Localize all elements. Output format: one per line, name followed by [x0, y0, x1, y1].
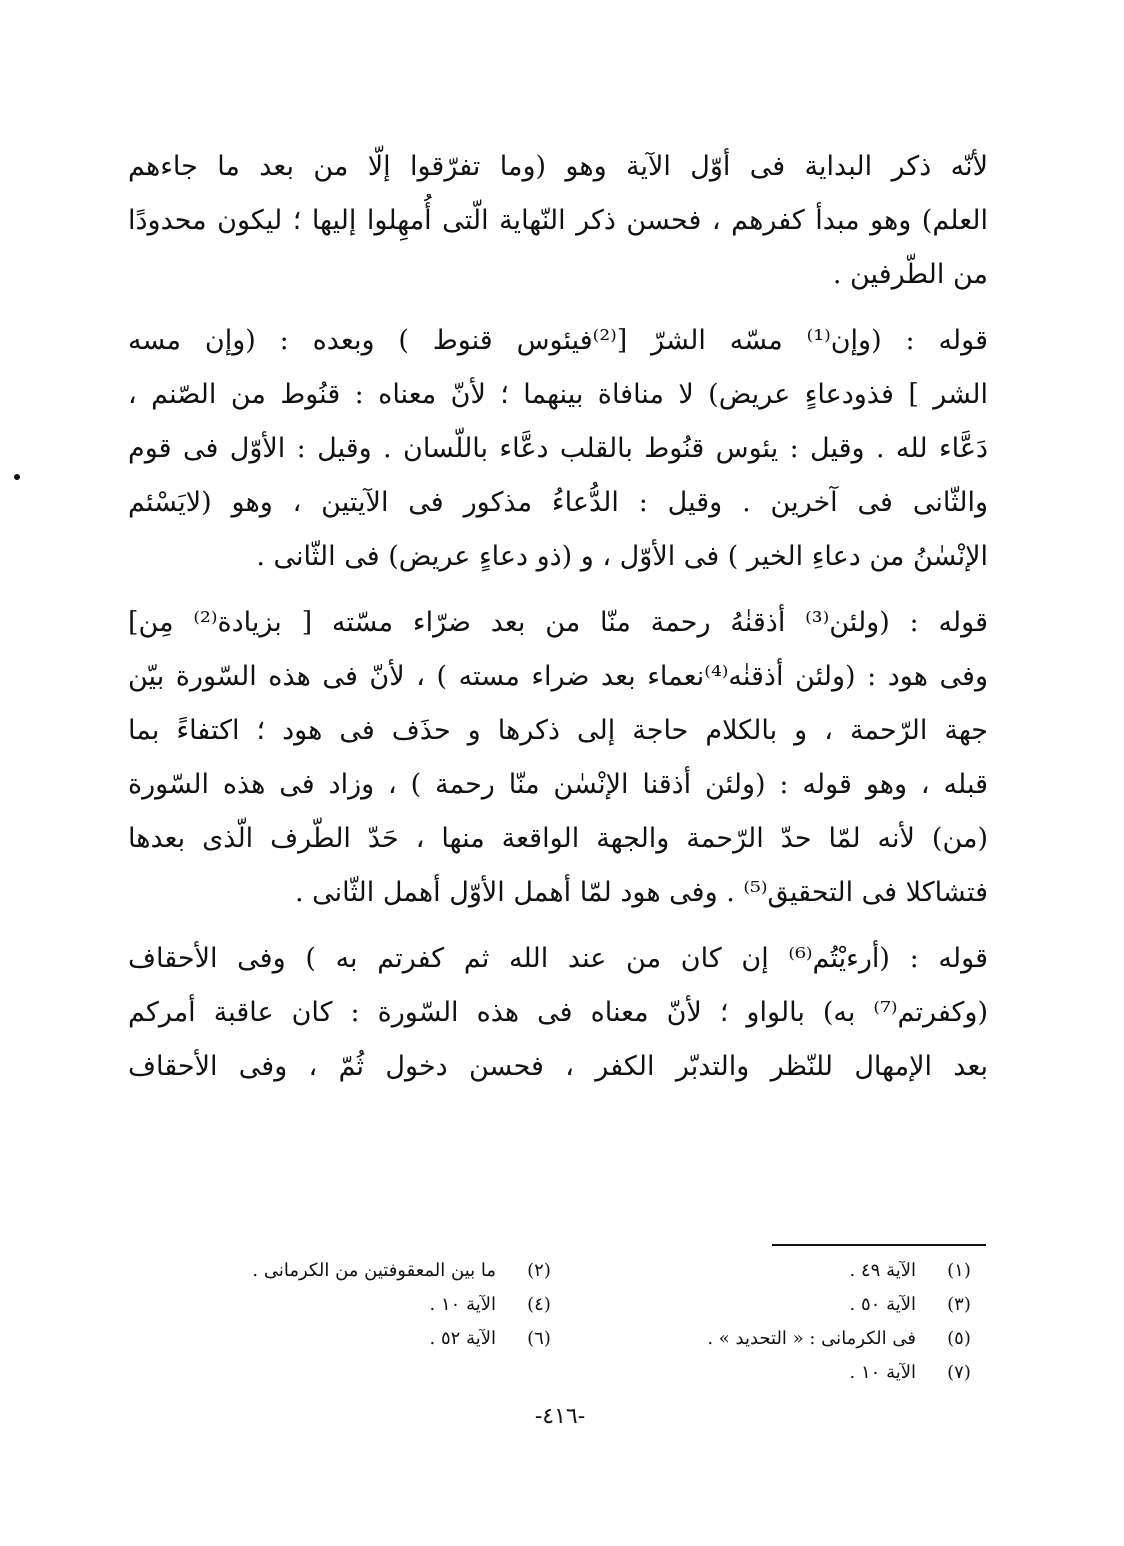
- footnote: [570, 1322, 990, 1356]
- footnote-separator: [772, 1244, 986, 1246]
- text-line: جهة الرّحمة ، و بالكلام حاجة إلى ذكرها و حذَف فى هود ؛ اكتفاءً بما: [128, 715, 988, 746]
- footnote-text: الآية ٥٢ .: [429, 1328, 496, 1349]
- footnotes: [150, 1254, 990, 1390]
- footnote-text: الآية ١٠ .: [849, 1362, 916, 1383]
- footnote: [570, 1288, 990, 1322]
- footnote-number: (٣): [947, 1294, 971, 1315]
- footnote-number: (١): [947, 1260, 971, 1281]
- text-line: من الطّرفين .: [832, 259, 988, 290]
- text-line: بعد الإمهال للنّظر والتدبّر الكفر ، فحسن دخول ثُمّ ، وفى الأحقاف: [128, 1051, 988, 1082]
- footnote-number: (٦): [527, 1328, 551, 1349]
- footnote: [570, 1254, 990, 1288]
- text-line: فتشاكلا فى التحقيق⁽⁵⁾ . وفى هود لمّا أهمل الأوّل أهمل الثّانى .: [294, 877, 988, 908]
- text-line: (من) لأنه لمّا حدّ الرّحمة والجهة الواقعة منها ، حَدّ الطّرف الّذى بعدها: [128, 823, 988, 854]
- text-line: والثّانى فى آخرين . وقيل : الدُّعاءُ مذكور فى الآيتين ، وهو (لايَسْئم: [128, 487, 988, 518]
- footnote-number: (٤): [527, 1294, 551, 1315]
- footnote-text: ما بين المعقوفتين من الكرمانى .: [252, 1260, 496, 1281]
- footnote-number: (٥): [947, 1328, 971, 1349]
- main-text: [128, 140, 988, 1094]
- text-line: قوله : (ولئن⁽³⁾ أذقنٰهُ رحمة منّا من بعد ضرّاء مسّته [ بزيادة⁽²⁾ مِن]: [128, 607, 988, 638]
- footnote-text: فى الكرمانى : « التحديد » .: [707, 1328, 916, 1349]
- stray-ink-dot: [14, 474, 20, 480]
- footnote: [150, 1254, 570, 1288]
- text-line: قوله : (أرءيْتُم⁽⁶⁾ إن كان من عند الله ثم كفرتم به ) وفى الأحقاف: [128, 943, 988, 974]
- footnote-number: (٢): [527, 1260, 551, 1281]
- footnote: [150, 1288, 570, 1322]
- text-line: وفى هود : (ولئن أذقنٰه⁽⁴⁾نعماء بعد ضراء مسته ) ، لأنّ فى هذه السّورة بيّن: [128, 661, 988, 692]
- page-number: -٤١٦-: [534, 1404, 586, 1429]
- text-line: قوله : (وإن⁽¹⁾ مسّه الشرّ [⁽²⁾فيئوس قنوط ) وبعده : (وإن مسه: [128, 325, 988, 356]
- footnote-number: (٧): [947, 1362, 971, 1383]
- text-line: العلم) وهو مبدأ كفرهم ، فحسن ذكر النّهاية الّتى أُمهِلوا إليها ؛ ليكون محدودًا: [128, 205, 988, 236]
- footnote-text: الآية ١٠ .: [429, 1294, 496, 1315]
- text-line: الإنْسٰنُ من دعاءِ الخير ) فى الأوّل ، و (ذو دعاءٍ عريض) فى الثّانى .: [256, 541, 988, 572]
- footnote-text: الآية ٥٠ .: [849, 1294, 916, 1315]
- text-line: لأنّه ذكر البداية فى أوّل الآية وهو (وما تفرّقوا إلّا من بعد ما جاءهم: [128, 151, 988, 182]
- footnote: [150, 1322, 570, 1356]
- text-line: (وكفرتم⁽⁷⁾ به) بالواو ؛ لأنّ معناه فى هذه السّورة : كان عاقبة أمركم: [128, 997, 988, 1028]
- text-line: الشر ] فذودعاءٍ عريض) لا منافاة بينهما ؛ لأنّ معناه : قنُوط من الصّنم ،: [128, 379, 988, 410]
- text-line: قبله ، وهو قوله : (ولئن أذقنا الإنْسٰن منّا رحمة ) ، وزاد فى هذه السّورة: [128, 769, 988, 800]
- text-line: دَعَّاء لله . وقيل : يئوس قنُوط بالقلب دعَّاء باللّسان . وقيل : الأوّل فى قوم: [128, 433, 988, 464]
- footnote-text: الآية ٤٩ .: [849, 1260, 916, 1281]
- footnote: [570, 1356, 990, 1390]
